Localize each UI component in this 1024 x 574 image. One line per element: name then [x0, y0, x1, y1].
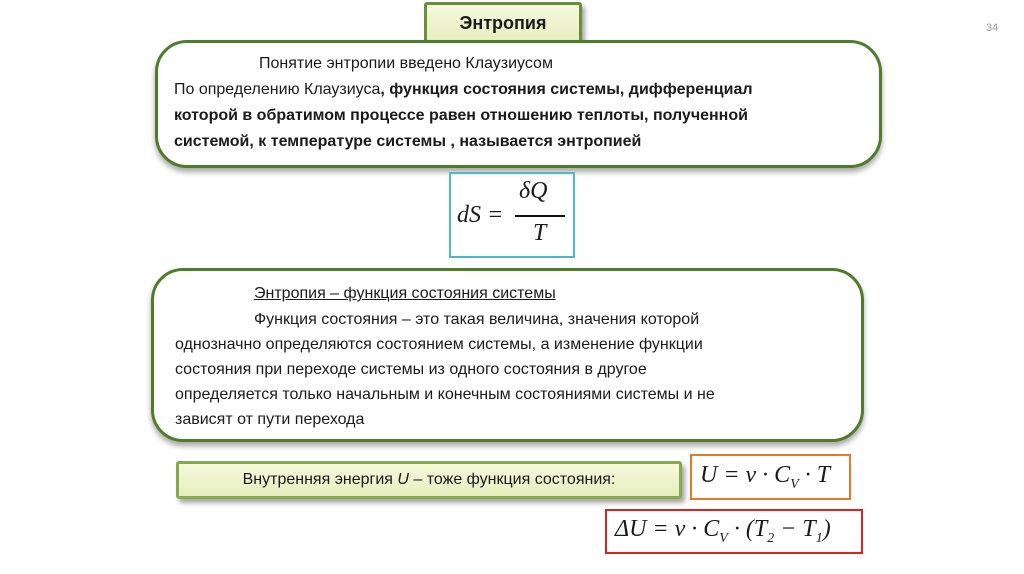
- eq2-close: ): [822, 516, 831, 542]
- energy-prefix: Внутренняя энергия: [242, 471, 398, 488]
- fraction-bar: [515, 215, 565, 217]
- state-function-line-1: Функция состояния – это такая величина, значения которой: [254, 311, 700, 328]
- eq2-lhs: ΔU = ν · C: [615, 516, 720, 542]
- eq1-lhs: U = ν · C: [700, 462, 791, 488]
- entropy-formula: [449, 172, 575, 258]
- state-function-line-3: состояния при переходе системы из одного состояния в другое: [175, 361, 647, 378]
- internal-energy-equation: [690, 454, 851, 500]
- eq1-rhs: · T: [798, 462, 831, 488]
- eq2-sub-t2: 2: [767, 530, 775, 546]
- definition-prefix: По определению Клаузиуса: [174, 81, 381, 98]
- formula-lhs: dS =: [457, 202, 504, 228]
- definition-line-3: которой в обратимом процессе равен отношению теплоты, полученной: [174, 107, 748, 124]
- definition-line-2: [174, 79, 753, 101]
- energy-symbol: U: [397, 471, 409, 488]
- state-function-line-4: определяется только начальным и конечным состояниями системы и не: [175, 386, 715, 403]
- formula-numerator: δQ: [519, 178, 548, 204]
- formula-denominator: T: [533, 220, 547, 246]
- state-function-line-5: зависят от пути перехода: [175, 411, 365, 428]
- slide-number: 34: [986, 22, 999, 34]
- internal-energy-label: [176, 461, 682, 499]
- slide-title: Энтропия: [424, 2, 582, 44]
- definition-card: [155, 40, 882, 168]
- definition-line-4: системой, к температуре системы , называется энтропией: [174, 133, 642, 150]
- eq2-minus: − T: [774, 516, 816, 542]
- state-function-card: [151, 268, 864, 442]
- energy-change-equation: [605, 509, 863, 554]
- definition-intro: Понятие энтропии введено Клаузиусом: [259, 55, 553, 72]
- energy-suffix: – тоже функция состояния:: [408, 471, 616, 488]
- eq1-sub: V: [790, 476, 799, 492]
- eq2-sub-cv: V: [719, 530, 728, 546]
- state-function-heading: Энтропия – функция состояния системы: [254, 285, 556, 302]
- eq2-sub-t1: 1: [815, 530, 823, 546]
- eq2-mid: · (T: [727, 516, 768, 542]
- definition-bold-start: , функция состояния системы, дифференциал: [380, 81, 753, 98]
- state-function-line-2: однозначно определяются состоянием системы, а изменение функции: [175, 336, 703, 353]
